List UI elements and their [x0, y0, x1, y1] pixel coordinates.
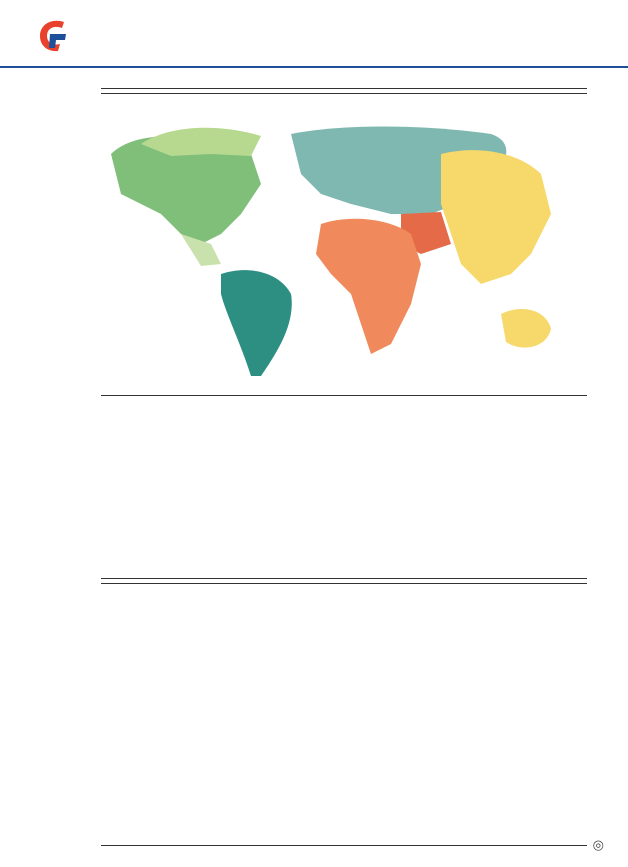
wechat-icon: ◎ — [592, 838, 604, 853]
figure-4 — [101, 88, 587, 396]
gf-logo-icon — [36, 18, 70, 54]
watermark — [593, 838, 604, 853]
oil-producers-bar-chart — [101, 584, 587, 828]
figure-5 — [101, 578, 587, 846]
header-rule — [0, 66, 628, 68]
trade-flow-map — [101, 94, 587, 378]
company-logo — [36, 18, 74, 54]
